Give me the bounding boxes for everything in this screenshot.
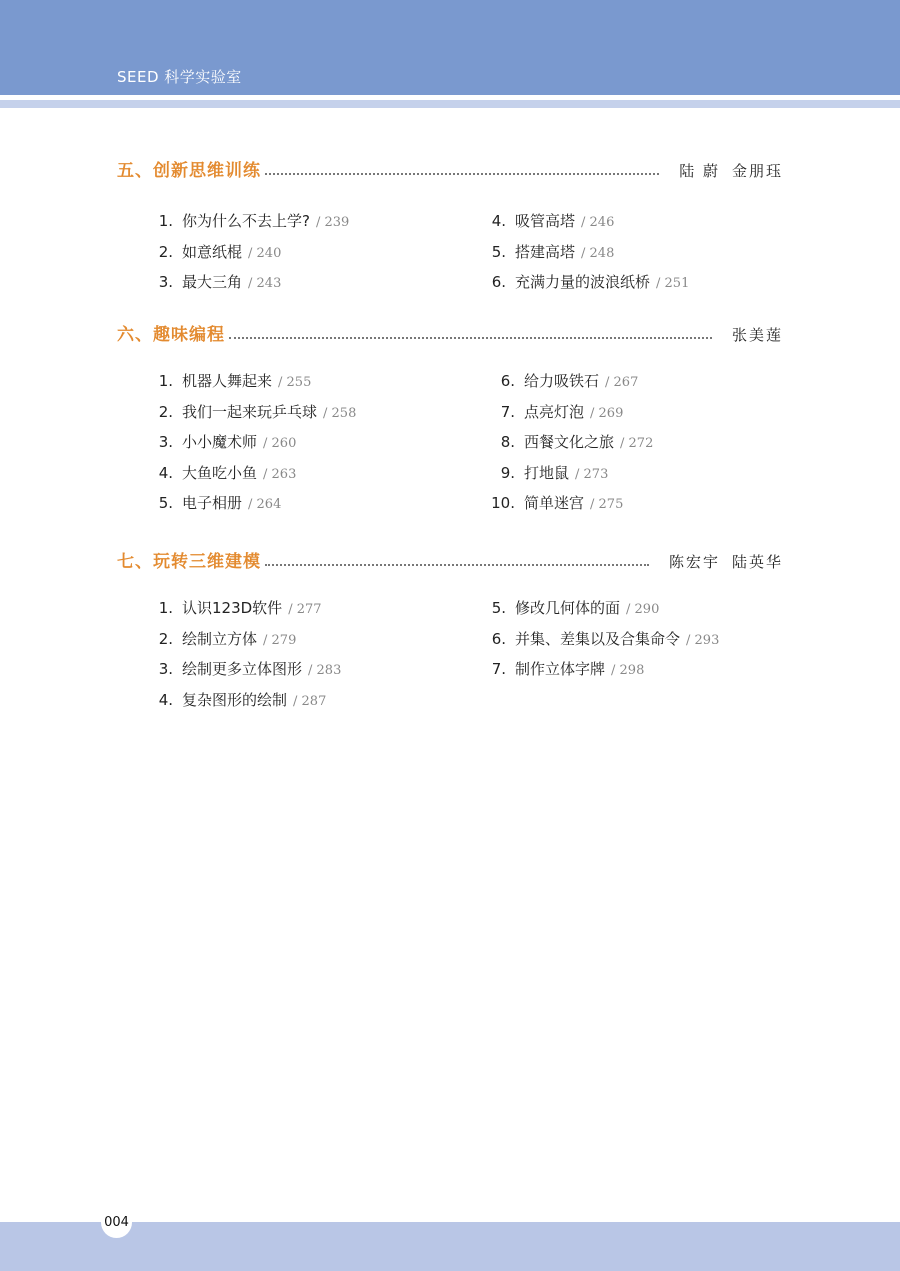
toc-entry[interactable] (156, 593, 489, 624)
page-number-badge: 004 (101, 1207, 132, 1238)
entry-number: 3. (158, 433, 173, 451)
dot-leader (229, 337, 712, 339)
toc-entry[interactable] (156, 267, 489, 298)
entry-number: 7. (491, 660, 506, 678)
right-column (489, 593, 719, 715)
entry-page: / 272 (620, 436, 654, 451)
entry-title: 电子相册 (182, 494, 243, 512)
entry-title: 并集、差集以及合集命令 (515, 629, 681, 648)
entry-page: / 283 (308, 663, 342, 678)
section-title: 六、趣味编程 (117, 325, 225, 345)
entry-number: 9. (500, 463, 515, 482)
entry-number: 2. (158, 242, 173, 261)
entry-page: / 246 (581, 215, 615, 230)
entry-number: 1. (158, 372, 173, 390)
entry-number: 5. (158, 494, 173, 512)
entry-title: 复杂图形的绘制 (182, 690, 288, 709)
entry-title: 简单迷宫 (524, 494, 585, 512)
entry-title: 西餐文化之旅 (524, 433, 615, 451)
entry-page: / 298 (611, 663, 645, 678)
entry-page: / 277 (288, 602, 322, 617)
entry-page: / 269 (590, 405, 624, 421)
entry-page: / 267 (605, 375, 639, 390)
entry-number: 2. (158, 629, 173, 648)
section-heading (117, 321, 783, 345)
entry-number: 6. (500, 372, 515, 390)
toc-entries (117, 593, 783, 715)
entry-title: 吸管高塔 (515, 212, 576, 230)
entry-number: 3. (158, 273, 173, 291)
entry-page: / 275 (590, 497, 624, 512)
left-column (156, 206, 489, 298)
entry-title: 充满力量的波浪纸桥 (515, 273, 651, 291)
entry-title: 大鱼吃小鱼 (182, 463, 258, 482)
entry-page: / 251 (656, 276, 690, 291)
entry-page: / 243 (248, 276, 282, 291)
toc-entry[interactable] (156, 206, 489, 237)
toc-entry[interactable] (489, 237, 689, 268)
entry-page: / 290 (626, 602, 660, 617)
toc-entry[interactable] (489, 206, 689, 237)
entry-page: / 248 (581, 245, 615, 261)
entry-title: 认识123D软件 (182, 599, 283, 617)
right-column (489, 206, 689, 298)
entry-page: / 255 (278, 375, 312, 390)
left-column (156, 593, 489, 715)
entry-number: 4. (491, 212, 506, 230)
entry-page: / 287 (293, 693, 327, 709)
toc-entry[interactable] (156, 366, 489, 397)
entry-title: 如意纸棍 (182, 242, 243, 261)
entry-number: 5. (491, 242, 506, 261)
entry-page: / 293 (686, 632, 720, 648)
toc-section-5 (117, 157, 783, 298)
toc-entry[interactable] (489, 488, 653, 519)
entry-number: 3. (158, 660, 173, 678)
author: 陆英华 (731, 553, 783, 571)
dot-leader (265, 564, 649, 566)
entry-number: 2. (158, 402, 173, 421)
toc-entries (117, 206, 783, 298)
entry-title: 我们一起来玩乒乓球 (182, 402, 318, 421)
section-heading (117, 157, 783, 181)
entry-title: 小小魔术师 (182, 433, 258, 451)
section-heading (117, 548, 783, 572)
toc-entry[interactable] (156, 458, 489, 489)
entry-title: 绘制立方体 (182, 629, 258, 648)
right-column (489, 366, 653, 519)
section-title: 五、创新思维训练 (117, 161, 261, 181)
entry-number: 10. (491, 494, 515, 512)
entry-title: 打地鼠 (524, 463, 570, 482)
entry-number: 1. (158, 212, 173, 230)
entry-number: 1. (158, 599, 173, 617)
toc-entry[interactable] (156, 654, 489, 685)
author: 金朋珏 (731, 162, 783, 180)
toc-entry[interactable] (156, 685, 489, 716)
author: 陈宏宇 (668, 553, 720, 571)
toc-entry[interactable] (489, 397, 653, 428)
entry-number: 8. (500, 433, 515, 451)
toc-entry[interactable] (489, 267, 689, 298)
entry-number: 7. (500, 402, 515, 421)
toc-entry[interactable] (489, 458, 653, 489)
entry-title: 最大三角 (182, 273, 243, 291)
entry-title: 机器人舞起来 (182, 372, 273, 390)
header-rule (0, 100, 900, 108)
toc-entry[interactable] (156, 397, 489, 428)
entry-title: 修改几何体的面 (515, 599, 621, 617)
toc-entry[interactable] (489, 366, 653, 397)
entry-page: / 239 (315, 215, 350, 230)
entry-title: 给力吸铁石 (524, 372, 600, 390)
section-authors (720, 324, 783, 345)
left-column (156, 366, 489, 519)
toc-entries (117, 366, 783, 519)
section-authors (667, 160, 783, 181)
header-band (0, 0, 900, 95)
entry-number: 4. (158, 690, 173, 709)
entry-title: 搭建高塔 (515, 242, 576, 261)
toc-entry[interactable] (156, 427, 489, 458)
author: 陆 蔚 (679, 162, 720, 180)
entry-number: 5. (491, 599, 506, 617)
toc-entry[interactable] (489, 654, 719, 685)
entry-number: 6. (491, 273, 506, 291)
entry-page: / 264 (248, 497, 282, 512)
toc-entry[interactable] (156, 237, 489, 268)
toc-entry[interactable] (489, 427, 653, 458)
toc-entry[interactable] (489, 624, 719, 655)
footer-band (0, 1222, 900, 1271)
entry-page: / 263 (263, 466, 297, 482)
toc-section-6 (117, 321, 783, 519)
entry-number: 6. (491, 629, 506, 648)
entry-page: / 240 (248, 245, 282, 261)
entry-title: 点亮灯泡 (524, 402, 585, 421)
author: 张美莲 (731, 326, 783, 344)
section-authors (657, 551, 783, 572)
entry-title: 你为什么不去上学? (182, 212, 310, 230)
entry-page: / 279 (263, 632, 297, 648)
entry-title: 制作立体字牌 (515, 660, 606, 678)
entry-page: / 260 (263, 436, 297, 451)
toc-section-7 (117, 548, 783, 715)
toc-entry[interactable] (156, 624, 489, 655)
dot-leader (265, 173, 659, 175)
section-title: 七、玩转三维建模 (117, 552, 261, 572)
entry-page: / 273 (575, 466, 609, 482)
book-title: SEED 科学实验室 (117, 68, 242, 86)
entry-page: / 258 (323, 405, 357, 421)
toc-entry[interactable] (489, 593, 719, 624)
toc-entry[interactable] (156, 488, 489, 519)
entry-title: 绘制更多立体图形 (182, 660, 303, 678)
entry-number: 4. (158, 463, 173, 482)
